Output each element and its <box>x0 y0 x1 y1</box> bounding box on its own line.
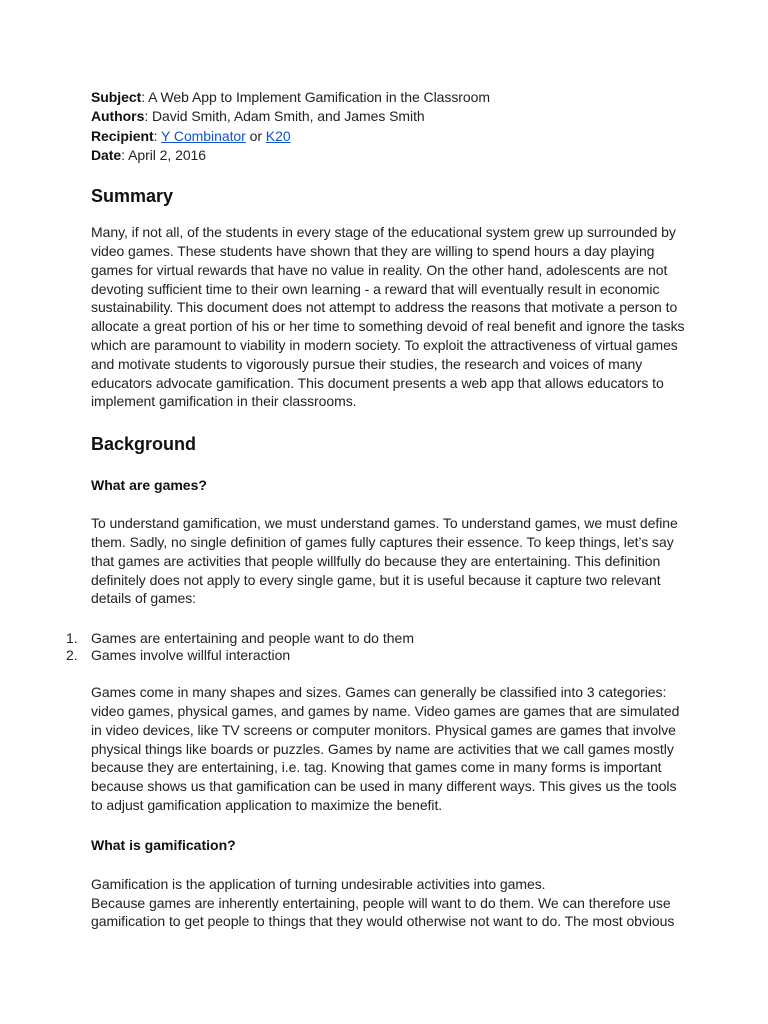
subject-label: Subject <box>91 89 142 105</box>
recipient-label: Recipient <box>91 127 154 144</box>
list-number: 2. <box>66 646 78 663</box>
date-label: Date <box>91 146 122 163</box>
document-meta <box>91 88 691 165</box>
y-combinator-link[interactable]: Y Combinator <box>161 127 246 144</box>
gamification-paragraph: Because games are inherently entertaining, people will want to do them. We can therefore use gamification to get people to things that they would otherwise not want to do. The most obvious <box>91 894 675 930</box>
authors-label: Authors <box>91 108 145 125</box>
list-item <box>66 630 691 647</box>
what-is-gamification-heading: What is gamification? <box>91 836 236 853</box>
list-number: 1. <box>66 630 78 647</box>
k20-link[interactable]: K20 <box>265 127 291 144</box>
list-text: Games involve willful interaction <box>91 646 291 663</box>
what-are-games-paragraph: To understand gamification, we must understand games. To understand games, we must define them. Sadly, no single definition of games fully captures their essence. To keep things, let’s say that games are activities that people willfully do because they are entertaining. This definition definitely does not apply to every single game, but it is useful because it capture two relevant details of games: <box>91 515 678 607</box>
date-value: April 2, 2016 <box>128 146 207 163</box>
recipient-line: Recipient: Y Combinator or K20 <box>91 127 291 144</box>
summary-heading: Summary <box>91 186 174 207</box>
document-content <box>66 88 691 931</box>
games-list <box>66 630 691 663</box>
list-item <box>66 646 691 664</box>
summary-paragraph: Many, if not all, of the students in every stage of the educational system grew up surrounded by video games. These students have shown that they are willing to spend hours a day playing games for virtual rewards that have no value in reality. On the other hand, adolescents are not devoting sufficient time to their own learning - a reward that will eventually result in economic sustainability. This document does not attempt to address the reasons that motivate a person to allocate a great portion of his or her time to something devoid of real benefit and ignore the tasks which are paramount to viability in modern society. To exploit the attractiveness of virtual games and motivate students to vigorously pursue their studies, the research and voices of many educators advocate gamification. This document presents a web app that allows educators to implement gamification in their classrooms. <box>91 224 685 410</box>
background-heading: Background <box>91 434 197 455</box>
recipient-or: or <box>245 127 266 144</box>
what-are-games-heading: What are games? <box>91 477 207 494</box>
list-text: Games are entertaining and people want to do them <box>91 630 414 647</box>
subject-value: A Web App to Implement Gamification in the Classroom <box>148 89 490 105</box>
subject-line: Subject: A Web App to Implement Gamification in the Classroom <box>91 89 490 105</box>
gamification-definition: Gamification is the application of turning undesirable activities into games. <box>91 875 546 892</box>
authors-line: Authors: David Smith, Adam Smith, and James Smith <box>91 108 425 125</box>
date-line: Date: April 2, 2016 <box>91 146 207 163</box>
authors-value: David Smith, Adam Smith, and James Smith <box>152 108 425 125</box>
game-categories-paragraph: Games come in many shapes and sizes. Games can generally be classified into 3 categories: video games, physical games, and games by name. Video games are games that are simulated in video devices, like TV screens or computer monitors. Physical games are games that involve physical things like boards or puzzles. Games by name are activities that we call games mostly because they are entertaining, i.e. tag. Knowing that games come in many forms is important because shows us that gamification can be used in many different ways. This gives us the tools to adjust gamification application to maximize the benefit. <box>91 684 680 813</box>
